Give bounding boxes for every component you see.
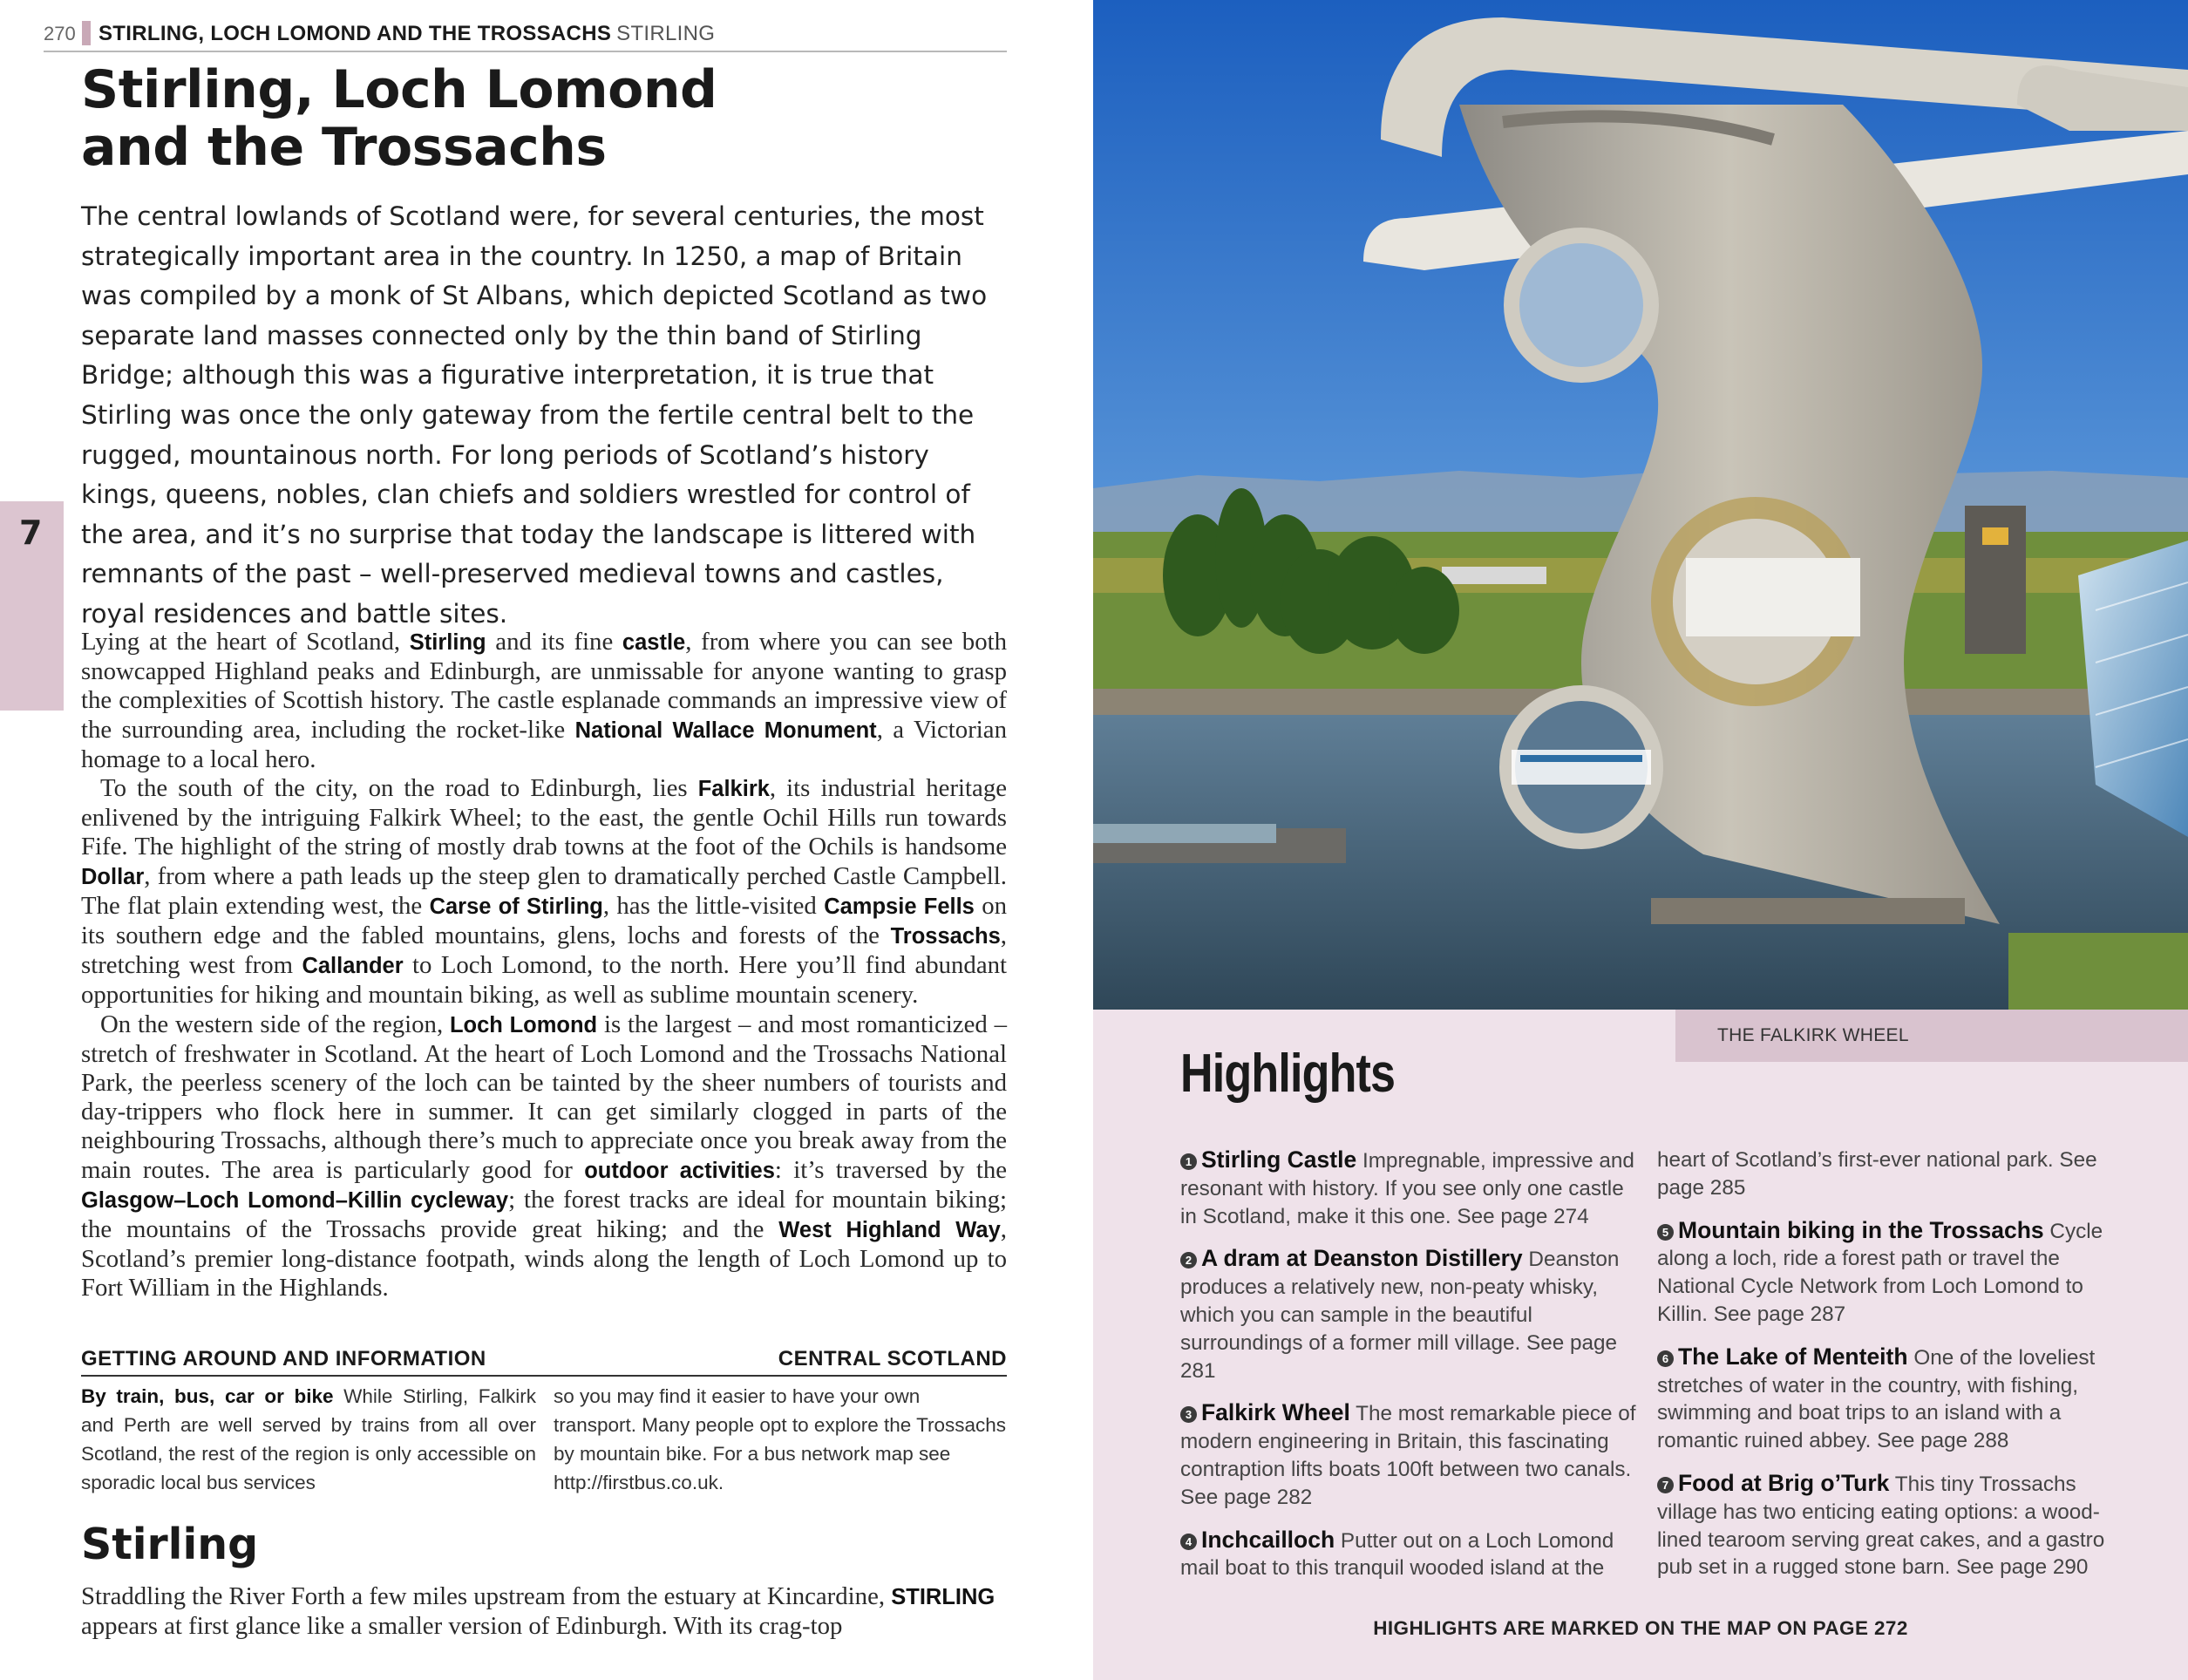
chapter-tab [0, 501, 64, 711]
header-accent-bar [82, 21, 91, 45]
getting-around-header [81, 1347, 1007, 1377]
running-title [99, 22, 715, 46]
highlight-continuation: heart of Scotland’s first-ever national park. See page 285 [1657, 1148, 2097, 1200]
running-header [44, 19, 1007, 52]
number-badge-icon: 3 [1180, 1406, 1197, 1423]
number-badge-icon: 4 [1180, 1534, 1197, 1550]
falkirk-wheel-illustration [1093, 0, 2188, 1010]
intro-paragraph: The central lowlands of Scotland were, for several centuries, the most strategically important area in the country. In 1250, a map of Britain was compiled by a monk of St Albans, which depicted Scotland as two separate land masses connected only by the thin band of Stirling Bridge; although this was a figurative interpretation, it is true that Stirling was once the only gateway from the fertile central belt to the rugged, mountainous north. For long periods of Scotland’s history kings, queens, nobles, clan chiefs and soldiers wrestled for control of the area, and it’s no surprise that today the landscape is littered with remnants of the past – well-preserved medieval towns and castles, royal residences and battle sites. [81, 201, 988, 629]
left-page [0, 0, 1093, 1680]
page-title [81, 61, 717, 176]
right-page [1093, 0, 2188, 1680]
getting-around-column-2: so you may find it easier to have your own transport. Many people opt to explore the Trossachs by mountain bike. For a bus network map see http://firstbus.co.uk. [554, 1385, 1007, 1493]
falkirk-wheel-photo [1093, 0, 2188, 1010]
highlight-item: 2 A dram at Deanston Distillery Deanston produces a relatively new, non-peaty whisky, which you can sample in the beautiful surroundings of a former mill village. See page 281 [1180, 1245, 1620, 1383]
body-paragraph-3: On the western side of the region, Loch Lomond is the largest – and most romanticized – stretch of freshwater in Scotland. At the heart of Loch Lomond and the Trossachs National Park, the peerless scenery of the loch can be tainted by the sheer numbers of tourists and day-trippers who flock here in summer. It can get similarly clogged in parts of the neighbouring Trossachs, although there’s much to appreciate once you break away from the main routes. The area is particularly good for outdoor activities: it’s traversed by the Glasgow–Loch Lomond–Killin cycleway; the forest tracks are ideal for mountain biking; the mountains of the Trossachs provide great hiking; and the West Highland Way, Scotland’s premier long-distance footpath, winds along the length of Loch Lomond up to Fort William in the Highlands. [81, 1010, 1008, 1303]
highlight-item: 1 Stirling Castle Impregnable, impressive and resonant with history. If you see only one castle in Scotland, make it this one. See page 274 [1180, 1146, 1634, 1228]
chapter-subtitle: STIRLING [616, 22, 716, 45]
highlight-item: 7 Food at Brig o’Turk This tiny Trossachs village has two enticing eating options: a wood-lined tearoom serving great cakes, and a gastro pub set in a rugged stone barn. See page 290 [1657, 1469, 2105, 1580]
highlights-column-2 [1657, 1146, 2117, 1596]
getting-around-lead: By train, bus, car or bike [81, 1385, 334, 1407]
chapter-title: STIRLING, LOCH LOMOND AND THE TROSSACHS [99, 22, 612, 45]
highlights-title: Highlights [1180, 1044, 1396, 1104]
number-badge-icon: 6 [1657, 1350, 1674, 1367]
highlights-footer: HIGHLIGHTS ARE MARKED ON THE MAP ON PAGE 272 [1373, 1617, 1908, 1639]
number-badge-icon: 2 [1180, 1252, 1197, 1269]
highlight-item: 6 The Lake of Menteith One of the loveliest stretches of water in the country, with fishing, swimming and boat trips to an island with a romantic ruined abbey. See page 288 [1657, 1343, 2096, 1453]
getting-around-column-1: By train, bus, car or bike While Stirling, Falkirk and Perth are well served by trains from all over Scotland, the rest of the region is only accessible on sporadic local bus services [81, 1385, 536, 1493]
photo-caption: THE FALKIRK WHEEL [1717, 1025, 1909, 1045]
number-badge-icon: 5 [1657, 1224, 1674, 1241]
body-paragraph-2: To the south of the city, on the road to Edinburgh, lies Falkirk, its industrial heritage enlivened by the intriguing Falkirk Wheel; to the east, the gentle Ochil Hills run towards Fife. The highlight of the string of mostly drab towns at the foot of the Ochils is handsome Dollar, from where a path leads up the steep glen to dramatically perched Castle Campbell. The flat plain extending west, the Carse of Stirling, has the little-visited Campsie Fells on its southern edge and the fabled mountains, glens, lochs and forests of the Trossachs, stretching west from Callander to Loch Lomond, to the north. Here you’ll find abundant opportunities for hiking and mountain biking, as well as sublime mountain scenery. [81, 774, 1008, 1010]
highlight-item: 4 Inchcailloch Putter out on a Loch Lomond mail boat to this tranquil wooded island at the [1180, 1526, 1614, 1581]
number-badge-icon: 7 [1657, 1477, 1674, 1493]
title-line-1: Stirling, Loch Lomond [81, 59, 717, 120]
getting-around-title: GETTING AROUND AND INFORMATION [81, 1347, 486, 1371]
getting-around-region: CENTRAL SCOTLAND [778, 1347, 1007, 1371]
page-number: 270 [44, 23, 76, 44]
highlight-item: 5 Mountain biking in the Trossachs Cycle along a loch, ride a forest path or travel the National Cycle Network from Loch Lomond to Killin. See page 287 [1657, 1216, 2103, 1326]
body-paragraph-1: Lying at the heart of Scotland, Stirling and its fine castle, from where you can see both snowcapped Highland peaks and Edinburgh, are unmissable for anyone wanting to grasp the complexities of Scottish history. The castle esplanade commands an impressive view of the surrounding area, including the rocket-like National Wallace Monument, a Victorian homage to a local hero. [81, 628, 1007, 773]
body-text [81, 628, 1007, 1303]
photo-caption-box [1675, 1010, 2188, 1062]
stirling-heading: Stirling [81, 1520, 259, 1569]
stirling-paragraph: Straddling the River Forth a few miles upstream from the estuary at Kincardine, STIRLING appears at first glance like a smaller version of Edinburgh. With its crag-top [81, 1582, 995, 1641]
highlight-item: 3 Falkirk Wheel The most remarkable piece of modern engineering in Britain, this fascinating contraption lifts boats 100ft between two canals. See page 282 [1180, 1399, 1636, 1509]
highlights-column-1 [1180, 1146, 1641, 1597]
title-line-2: and the Trossachs [81, 117, 607, 178]
chapter-number: 7 [19, 514, 43, 552]
number-badge-icon: 1 [1180, 1153, 1197, 1170]
